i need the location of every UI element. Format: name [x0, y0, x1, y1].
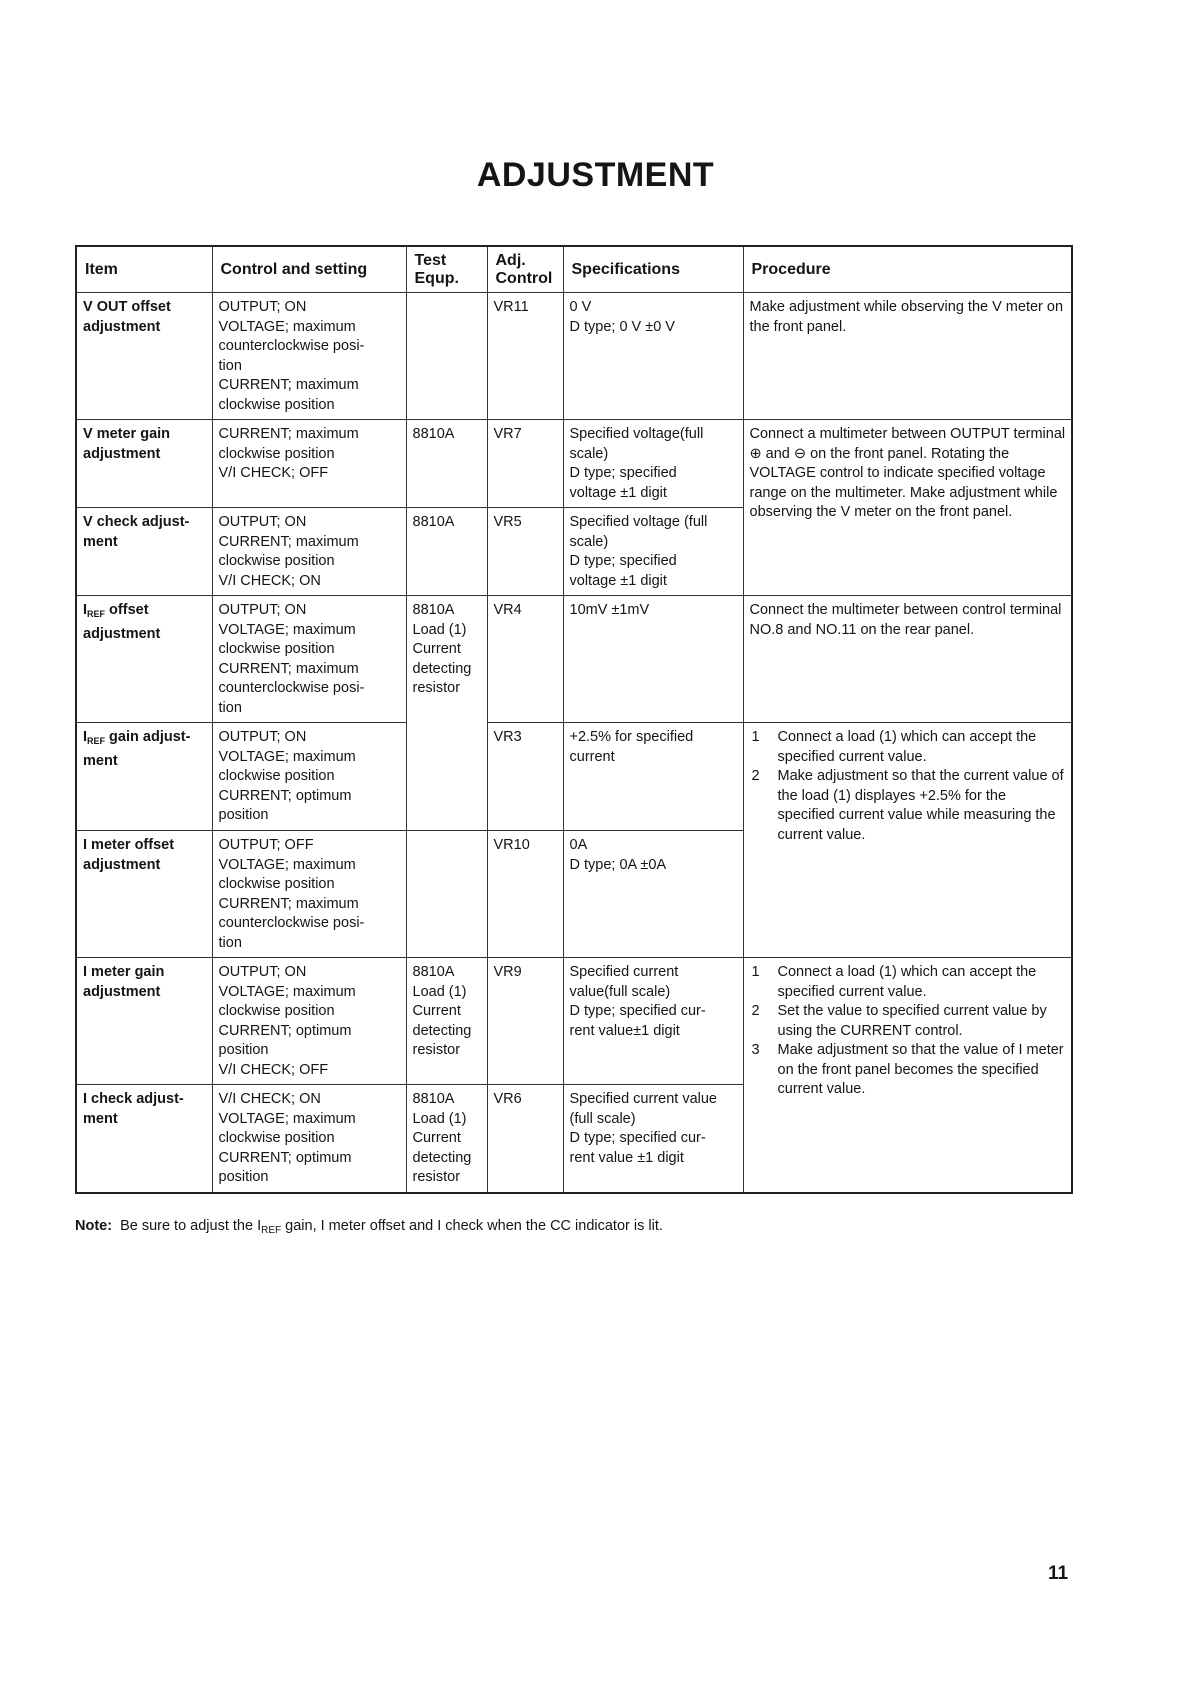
adj-control-cell: VR4 [487, 596, 563, 723]
procedure-step [750, 767, 1067, 845]
test-equipment-cell [406, 831, 487, 958]
adj-control-cell: VR11 [487, 293, 563, 420]
item-cell: I meter offset adjustment [76, 831, 212, 958]
item-cell: V OUT offset adjustment [76, 293, 212, 420]
adj-control-cell: VR7 [487, 420, 563, 508]
procedure-step [750, 728, 1067, 767]
note-subscript: REF [261, 1225, 282, 1236]
step-text: Make adjustment so that the value of I meter on the front panel becomes the specified current value. [777, 1042, 1064, 1097]
procedure-step [750, 1002, 1067, 1041]
item-text: offset adjustment [83, 602, 161, 642]
specification-cell: Specified current value(full scale) D type; specified cur- rent value±1 digit [563, 958, 743, 1085]
adj-control-cell: VR5 [487, 508, 563, 596]
procedure-steps [750, 728, 1067, 845]
specification-cell: 0 V D type; 0 V ±0 V [563, 293, 743, 420]
procedure-cell [743, 723, 1072, 958]
procedure-cell [743, 958, 1072, 1193]
step-number: 2 [751, 1003, 760, 1019]
item-subscript: REF [87, 736, 106, 746]
header-adj-control: Adj. Control [487, 246, 563, 293]
test-equipment-cell: 8810A [406, 420, 487, 508]
item-text: I [83, 729, 88, 745]
test-equipment-cell: 8810A [406, 508, 487, 596]
control-cell: V/I CHECK; ON VOLTAGE; maximum clockwise position CURRENT; optimum position [212, 1085, 406, 1193]
item-cell: V check adjust- ment [76, 508, 212, 596]
control-cell: OUTPUT; ON VOLTAGE; maximum clockwise position CURRENT; optimum position V/I CHECK; OFF [212, 958, 406, 1085]
control-cell: OUTPUT; ON VOLTAGE; maximum clockwise position CURRENT; optimum position [212, 723, 406, 831]
note-label: Note: [75, 1218, 113, 1234]
specification-cell: +2.5% for specified current [563, 723, 743, 831]
control-cell: OUTPUT; OFF VOLTAGE; maximum clockwise position CURRENT; maximum counterclockwise posi- tion [212, 831, 406, 958]
item-subscript: REF [87, 609, 106, 619]
step-text: Set the value to specified current value by using the CURRENT control. [777, 1003, 1047, 1039]
procedure-cell: Make adjustment while observing the V meter on the front panel. [743, 293, 1072, 420]
test-equipment-cell: 8810A Load (1) Current detecting resistor [406, 596, 487, 831]
adjustment-table [75, 245, 1073, 1194]
item-text: gain adjust- ment [83, 729, 191, 769]
header-procedure: Procedure [743, 246, 1072, 293]
procedure-step [750, 963, 1067, 1002]
table-row [76, 293, 1072, 420]
item-cell [76, 723, 212, 831]
page-number: 11 [1048, 1563, 1069, 1584]
table-row [76, 420, 1072, 508]
item-cell [76, 596, 212, 723]
step-number: 1 [751, 729, 760, 745]
adj-control-cell: VR3 [487, 723, 563, 831]
control-cell: CURRENT; maximum clockwise position V/I CHECK; OFF [212, 420, 406, 508]
item-text: I [83, 602, 88, 618]
step-text: Connect a load (1) which can accept the specified current value. [777, 964, 1037, 1000]
footnote [75, 1218, 663, 1236]
test-equipment-cell: 8810A Load (1) Current detecting resistor [406, 958, 487, 1085]
page-title: ADJUSTMENT [476, 156, 715, 194]
adj-control-cell: VR6 [487, 1085, 563, 1193]
test-equipment-cell: 8810A Load (1) Current detecting resistor [406, 1085, 487, 1193]
adj-control-cell: VR10 [487, 831, 563, 958]
table-header-row [76, 246, 1072, 293]
specification-cell: Specified voltage (full scale) D type; specified voltage ±1 digit [563, 508, 743, 596]
control-cell: OUTPUT; ON CURRENT; maximum clockwise position V/I CHECK; ON [212, 508, 406, 596]
header-specifications: Specifications [563, 246, 743, 293]
step-text: Connect a load (1) which can accept the specified current value. [777, 729, 1037, 765]
header-control-setting: Control and setting [212, 246, 406, 293]
control-cell: OUTPUT; ON VOLTAGE; maximum clockwise position CURRENT; maximum counterclockwise posi- tion [212, 596, 406, 723]
header-test-equipment: Test Equp. [406, 246, 487, 293]
table-row [76, 958, 1072, 1085]
step-number: 3 [751, 1042, 760, 1058]
step-number: 2 [751, 768, 760, 784]
header-item: Item [76, 246, 212, 293]
item-cell: I check adjust- ment [76, 1085, 212, 1193]
procedure-cell: Connect the multimeter between control terminal NO.8 and NO.11 on the rear panel. [743, 596, 1072, 723]
procedure-step [750, 1041, 1067, 1100]
item-cell: I meter gain adjustment [76, 958, 212, 1085]
adj-control-cell: VR9 [487, 958, 563, 1085]
item-cell: V meter gain adjustment [76, 420, 212, 508]
specification-cell: 0A D type; 0A ±0A [563, 831, 743, 958]
procedure-steps [750, 963, 1067, 1100]
table-row [76, 723, 1072, 831]
note-text: gain, I meter offset and I check when the CC indicator is lit. [281, 1218, 663, 1234]
specification-cell: Specified voltage(full scale) D type; specified voltage ±1 digit [563, 420, 743, 508]
specification-cell: 10mV ±1mV [563, 596, 743, 723]
test-equipment-cell [406, 293, 487, 420]
procedure-cell: Connect a multimeter between OUTPUT terminal ⊕ and ⊖ on the front panel. Rotating the VOLTAGE control to indicate specified voltage range on the multimeter. Make adjustment while observing the V meter on the front panel. [743, 420, 1072, 596]
specification-cell: Specified current value (full scale) D type; specified cur- rent value ±1 digit [563, 1085, 743, 1193]
step-number: 1 [751, 964, 760, 980]
note-text: Be sure to adjust the I [120, 1218, 262, 1234]
table-row [76, 596, 1072, 723]
step-text: Make adjustment so that the current value of the load (1) displayes +2.5% for the specified current value while measuring the current value. [777, 768, 1064, 843]
control-cell: OUTPUT; ON VOLTAGE; maximum counterclockwise posi- tion CURRENT; maximum clockwise position [212, 293, 406, 420]
